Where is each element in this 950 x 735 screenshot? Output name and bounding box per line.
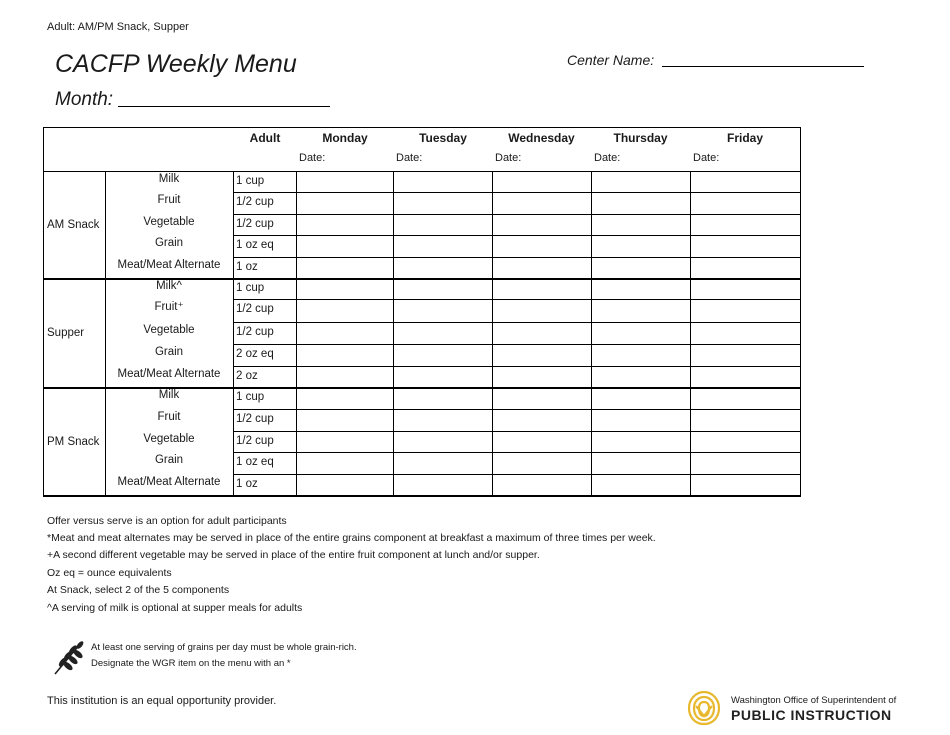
- menu-entry-cell[interactable]: [691, 388, 800, 408]
- column-header-adult: Adult: [249, 131, 281, 145]
- grid-vline: [233, 171, 234, 496]
- menu-entry-cell[interactable]: [394, 193, 491, 213]
- menu-entry-cell[interactable]: [493, 432, 590, 451]
- menu-entry-cell[interactable]: [592, 453, 689, 473]
- meal-label: Supper: [47, 326, 85, 339]
- menu-entry-cell[interactable]: [394, 410, 491, 430]
- menu-entry-cell[interactable]: [297, 323, 392, 343]
- menu-entry-cell[interactable]: [691, 323, 800, 343]
- menu-entry-cell[interactable]: [592, 172, 689, 191]
- menu-entry-cell[interactable]: [297, 453, 392, 473]
- center-name-field-line[interactable]: [662, 66, 864, 67]
- menu-entry-cell[interactable]: [592, 432, 689, 451]
- amount-value: 1/2 cup: [236, 218, 274, 230]
- menu-entry-cell[interactable]: [297, 215, 392, 234]
- menu-entry-cell[interactable]: [394, 300, 491, 321]
- menu-entry-cell[interactable]: [297, 172, 392, 191]
- amount-value: 1 oz: [236, 261, 258, 273]
- menu-entry-cell[interactable]: [297, 258, 392, 277]
- menu-entry-cell[interactable]: [394, 345, 491, 365]
- note-offer-versus-serve: Offer versus serve is an option for adult participants: [47, 515, 287, 527]
- component-label: Fruit⁺: [154, 301, 184, 313]
- menu-entry-cell[interactable]: [394, 453, 491, 473]
- menu-entry-cell[interactable]: [691, 475, 800, 495]
- amount-value: 2 oz eq: [236, 348, 274, 360]
- component-label: Fruit: [157, 194, 181, 206]
- menu-entry-cell[interactable]: [592, 323, 689, 343]
- menu-entry-cell[interactable]: [493, 410, 590, 430]
- menu-entry-cell[interactable]: [691, 279, 800, 298]
- amount-value: 1 oz eq: [236, 239, 274, 251]
- menu-entry-cell[interactable]: [493, 236, 590, 256]
- menu-entry-cell[interactable]: [394, 475, 491, 495]
- ospi-logo-icon: [686, 690, 722, 726]
- menu-entry-cell[interactable]: [691, 345, 800, 365]
- component-label: Milk: [158, 173, 180, 185]
- page-title: CACFP Weekly Menu: [55, 50, 297, 78]
- menu-entry-cell[interactable]: [493, 258, 590, 277]
- menu-entry-cell[interactable]: [493, 388, 590, 408]
- menu-entry-cell[interactable]: [493, 323, 590, 343]
- column-header-tuesday: Tuesday: [419, 131, 467, 145]
- amount-value: 1/2 cup: [236, 413, 274, 425]
- date-field-wednesday[interactable]: Date:: [495, 152, 522, 164]
- menu-entry-cell[interactable]: [297, 279, 392, 298]
- column-header-wednesday: Wednesday: [508, 131, 575, 145]
- note-meat-alternates: *Meat and meat alternates may be served in place of the entire grains component at breakfast a maximum of three times per week.: [47, 532, 656, 544]
- menu-entry-cell[interactable]: [297, 345, 392, 365]
- wheat-icon: [52, 640, 86, 676]
- menu-entry-cell[interactable]: [297, 236, 392, 256]
- component-label: Grain: [154, 237, 184, 249]
- menu-entry-cell[interactable]: [592, 300, 689, 321]
- menu-entry-cell[interactable]: [297, 193, 392, 213]
- column-header-thursday: Thursday: [613, 131, 668, 145]
- note-oz-eq: Oz eq = ounce equivalents: [47, 567, 172, 579]
- menu-entry-cell[interactable]: [592, 367, 689, 386]
- amount-value: 1 cup: [236, 391, 265, 403]
- menu-entry-cell[interactable]: [592, 388, 689, 408]
- column-header-friday: Friday: [726, 131, 763, 145]
- menu-entry-cell[interactable]: [592, 475, 689, 495]
- note-milk-optional: ^A serving of milk is optional at supper meals for adults: [47, 602, 303, 614]
- grid-hline: [43, 496, 801, 497]
- menu-entry-cell[interactable]: [691, 236, 800, 256]
- menu-entry-cell[interactable]: [691, 193, 800, 213]
- equal-opportunity-statement: This institution is an equal opportunity provider.: [47, 695, 277, 707]
- amount-value: 1/2 cup: [236, 196, 274, 208]
- menu-entry-cell[interactable]: [493, 367, 590, 386]
- component-label: Milk: [158, 389, 180, 401]
- menu-entry-cell[interactable]: [592, 279, 689, 298]
- note-second-vegetable: +A second different vegetable may be served in place of the entire fruit component at lunch and/or supper.: [47, 549, 540, 561]
- menu-entry-cell[interactable]: [592, 410, 689, 430]
- menu-entry-cell[interactable]: [394, 172, 491, 191]
- menu-entry-cell[interactable]: [394, 323, 491, 343]
- menu-entry-cell[interactable]: [297, 410, 392, 430]
- menu-entry-cell[interactable]: [493, 345, 590, 365]
- menu-entry-cell[interactable]: [493, 475, 590, 495]
- menu-entry-cell[interactable]: [394, 432, 491, 451]
- menu-entry-cell[interactable]: [493, 453, 590, 473]
- date-field-monday[interactable]: Date:: [299, 152, 326, 164]
- menu-entry-cell[interactable]: [691, 453, 800, 473]
- date-field-friday[interactable]: Date:: [693, 152, 720, 164]
- menu-entry-cell[interactable]: [691, 215, 800, 234]
- component-label: Grain: [154, 454, 184, 466]
- menu-entry-cell[interactable]: [592, 236, 689, 256]
- component-label: Milk^: [156, 280, 182, 292]
- component-label: Fruit: [157, 411, 181, 423]
- component-label: Meat/Meat Alternate: [117, 259, 221, 271]
- column-header-monday: Monday: [322, 131, 368, 145]
- menu-entry-cell[interactable]: [394, 388, 491, 408]
- component-label: Vegetable: [143, 324, 195, 336]
- amount-value: 1 cup: [236, 282, 265, 294]
- menu-entry-cell[interactable]: [493, 215, 590, 234]
- month-label: Month:: [55, 89, 114, 110]
- menu-entry-cell[interactable]: [297, 367, 392, 386]
- menu-entry-cell[interactable]: [394, 215, 491, 234]
- menu-entry-cell[interactable]: [493, 172, 590, 191]
- menu-entry-cell[interactable]: [493, 300, 590, 321]
- menu-entry-cell[interactable]: [691, 300, 800, 321]
- component-label: Meat/Meat Alternate: [117, 476, 221, 488]
- menu-entry-cell[interactable]: [691, 258, 800, 277]
- meal-label: PM Snack: [47, 435, 100, 448]
- whole-grain-note-2: Designate the WGR item on the menu with an *: [91, 658, 291, 669]
- date-field-thursday[interactable]: Date:: [594, 152, 621, 164]
- agency-name-line2: PUBLIC INSTRUCTION: [731, 707, 892, 723]
- menu-entry-cell[interactable]: [493, 279, 590, 298]
- menu-entry-cell[interactable]: [691, 172, 800, 191]
- meal-label: AM Snack: [47, 218, 100, 231]
- amount-value: 2 oz: [236, 370, 258, 382]
- component-label: Meat/Meat Alternate: [117, 368, 221, 380]
- menu-entry-cell[interactable]: [297, 432, 392, 451]
- menu-entry-cell[interactable]: [394, 258, 491, 277]
- menu-entry-cell[interactable]: [691, 432, 800, 451]
- center-name-label: Center Name:: [567, 52, 655, 68]
- menu-entry-cell[interactable]: [592, 345, 689, 365]
- amount-value: 1/2 cup: [236, 303, 274, 315]
- amount-value: 1 oz eq: [236, 456, 274, 468]
- menu-entry-cell[interactable]: [493, 193, 590, 213]
- menu-entry-cell[interactable]: [394, 367, 491, 386]
- menu-entry-cell[interactable]: [394, 279, 491, 298]
- menu-entry-cell[interactable]: [297, 300, 392, 321]
- note-snack-components: At Snack, select 2 of the 5 components: [47, 584, 230, 596]
- menu-entry-cell[interactable]: [592, 258, 689, 277]
- component-label: Grain: [154, 346, 184, 358]
- amount-value: 1 oz: [236, 478, 258, 490]
- amount-value: 1/2 cup: [236, 326, 274, 338]
- amount-value: 1/2 cup: [236, 435, 274, 447]
- component-label: Vegetable: [143, 216, 195, 228]
- agency-name-line1: Washington Office of Superintendent of: [731, 695, 897, 706]
- menu-entry-cell[interactable]: [297, 475, 392, 495]
- component-label: Vegetable: [143, 433, 195, 445]
- amount-value: 1 cup: [236, 175, 265, 187]
- menu-entry-cell[interactable]: [691, 367, 800, 386]
- month-field-line[interactable]: [118, 106, 330, 107]
- date-field-tuesday[interactable]: Date:: [396, 152, 423, 164]
- menu-entry-cell[interactable]: [394, 236, 491, 256]
- menu-entry-cell[interactable]: [297, 388, 392, 408]
- whole-grain-note-1: At least one serving of grains per day must be whole grain-rich.: [91, 642, 357, 653]
- menu-entry-cell[interactable]: [691, 410, 800, 430]
- menu-entry-cell[interactable]: [592, 215, 689, 234]
- menu-entry-cell[interactable]: [592, 193, 689, 213]
- audience-label: Adult: AM/PM Snack, Supper: [47, 21, 189, 33]
